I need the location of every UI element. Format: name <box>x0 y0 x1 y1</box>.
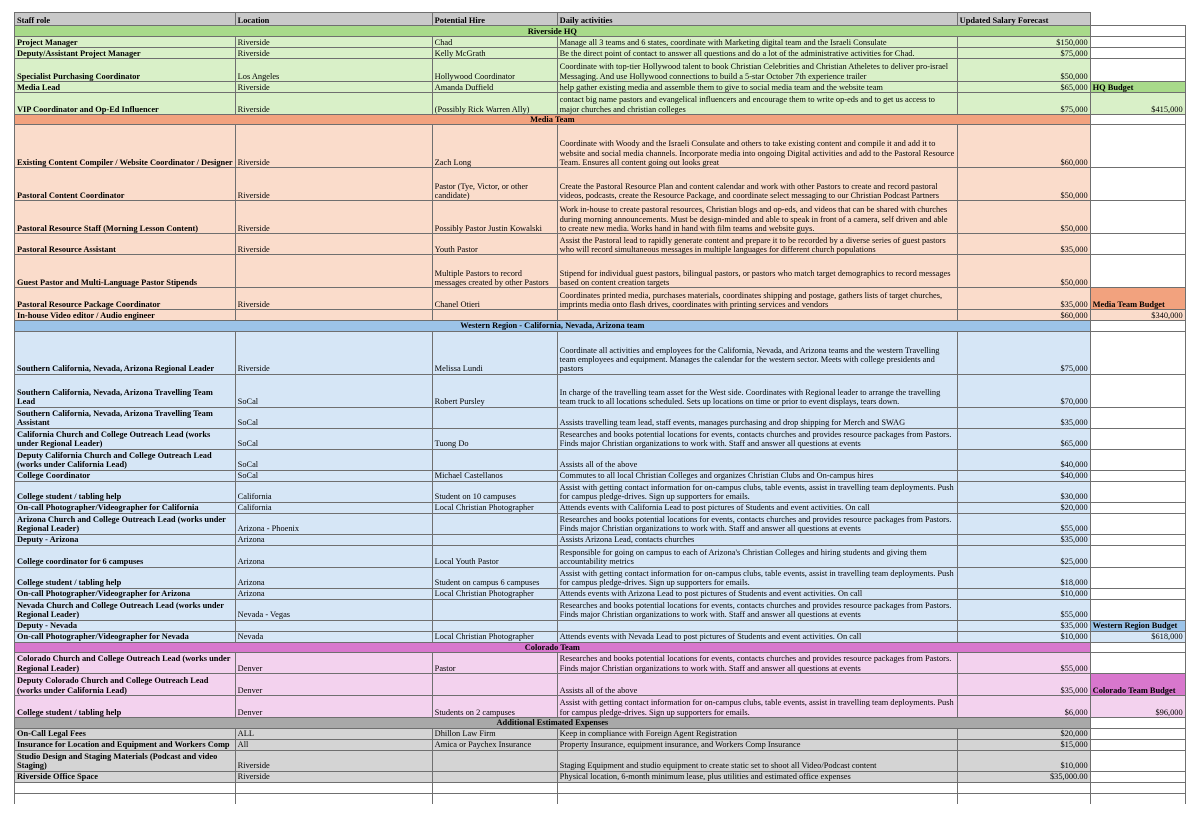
staff-role-cell[interactable]: California Church and College Outreach Lead (works under Regional Leader) <box>15 428 236 449</box>
budget-cell[interactable] <box>1090 653 1185 674</box>
salary-forecast-cell[interactable]: $60,000 <box>957 310 1090 321</box>
budget-cell[interactable] <box>1090 728 1185 739</box>
table-row <box>15 674 1186 696</box>
table-row <box>15 771 1186 782</box>
daily-activities-cell[interactable]: Assists all of the above <box>557 674 957 696</box>
potential-hire-cell[interactable]: Possibly Pastor Justin Kowalski <box>432 201 557 234</box>
potential-hire-cell[interactable] <box>432 513 557 534</box>
potential-hire-cell[interactable]: Student on campus 6 campuses <box>432 567 557 588</box>
potential-hire-cell[interactable]: Chad <box>432 37 557 48</box>
location-cell[interactable]: California <box>235 502 432 513</box>
table-row <box>15 310 1186 321</box>
daily-activities-cell[interactable]: contact big name pastors and evangelical influencers and encourage them to write op-eds and to get us access to major churches and christian colleges <box>557 93 957 115</box>
salary-forecast-cell[interactable]: $75,000 <box>957 93 1090 115</box>
table-row <box>15 631 1186 642</box>
location-cell[interactable]: All <box>235 739 432 750</box>
potential-hire-cell[interactable]: Local Christian Photographer <box>432 502 557 513</box>
header-row <box>15 13 1186 26</box>
location-cell[interactable]: Nevada - Vegas <box>235 599 432 620</box>
location-cell[interactable]: Riverside <box>235 48 432 59</box>
table-row <box>15 545 1186 567</box>
location-cell[interactable]: Riverside <box>235 331 432 374</box>
potential-hire-cell[interactable] <box>432 449 557 470</box>
potential-hire-cell[interactable]: Zach Long <box>432 125 557 168</box>
daily-activities-cell[interactable]: Work in-house to create pastoral resources, Christian blogs and op-eds, and videos that can be shared with churches during morning announcements. Must be design-minded and able to speak in front of a camera, self driven and able to create new media. Works hand in hand with film teams and website guys. <box>557 201 957 234</box>
salary-forecast-cell[interactable]: $65,000 <box>957 82 1090 93</box>
table-row <box>15 125 1186 168</box>
budget-total[interactable]: $618,000 <box>1090 631 1185 642</box>
daily-activities-cell[interactable]: Coordinates printed media, purchases materials, coordinates shipping and postage, gathers lists of target churches, imprints media onto flash drives, coordinates with printing services and vendors <box>557 288 957 310</box>
budget-cell[interactable] <box>1090 201 1185 234</box>
location-cell[interactable]: Denver <box>235 674 432 696</box>
table-row <box>15 502 1186 513</box>
salary-forecast-cell[interactable]: $55,000 <box>957 653 1090 674</box>
budget-cell[interactable] <box>1090 407 1185 428</box>
daily-activities-cell[interactable]: Commutes to all local Christian Colleges and organizes Christian Clubs and On-campus hires <box>557 470 957 481</box>
table-row <box>15 48 1186 59</box>
budget-label[interactable]: Media Team Budget <box>1090 288 1185 310</box>
table-row <box>15 428 1186 449</box>
section-title[interactable]: Additional Estimated Expenses <box>15 718 1091 728</box>
daily-activities-cell[interactable]: Coordinate all activities and employees for the California, Nevada, and Arizona teams and the western Travelling team employees and equipment. Manages the calendar for the western sector. Meets with college presidents and pastors <box>557 331 957 374</box>
potential-hire-cell[interactable] <box>432 407 557 428</box>
location-cell[interactable]: ALL <box>235 728 432 739</box>
table-row <box>15 750 1186 771</box>
salary-forecast-cell[interactable]: $35,000 <box>957 407 1090 428</box>
empty-cell[interactable] <box>957 793 1090 804</box>
section-header-row <box>15 642 1186 652</box>
potential-hire-cell[interactable]: Pastor <box>432 653 557 674</box>
location-cell[interactable]: Riverside <box>235 771 432 782</box>
budget-cell[interactable] <box>1090 513 1185 534</box>
table-row <box>15 288 1186 310</box>
budget-cell[interactable] <box>1090 750 1185 771</box>
budget-cell[interactable] <box>1090 771 1185 782</box>
table-row <box>15 59 1186 82</box>
salary-forecast-cell[interactable]: $50,000 <box>957 168 1090 201</box>
header-location[interactable]: Location <box>235 13 432 26</box>
location-cell[interactable] <box>235 620 432 631</box>
salary-forecast-cell[interactable]: $65,000 <box>957 428 1090 449</box>
salary-forecast-cell[interactable]: $70,000 <box>957 374 1090 407</box>
potential-hire-cell[interactable]: Local Christian Photographer <box>432 631 557 642</box>
empty-row <box>15 793 1186 804</box>
potential-hire-cell[interactable] <box>432 310 557 321</box>
table-row <box>15 374 1186 407</box>
header-salary-forecast[interactable]: Updated Salary Forecast <box>957 13 1090 26</box>
potential-hire-cell[interactable] <box>432 599 557 620</box>
potential-hire-cell[interactable]: Youth Pastor <box>432 234 557 255</box>
table-row <box>15 82 1186 93</box>
potential-hire-cell[interactable]: Amica or Paychex Insurance <box>432 739 557 750</box>
potential-hire-cell[interactable]: Multiple Pastors to record messages created by other Pastors <box>432 255 557 288</box>
table-row <box>15 331 1186 374</box>
salary-forecast-cell[interactable]: $40,000 <box>957 470 1090 481</box>
daily-activities-cell[interactable]: Researches and books potential locations for events, contacts churches and provides resource packages from Pastors. Finds major Christian organizations to work with. Staff and answer all questions at events <box>557 513 957 534</box>
location-cell[interactable]: Riverside <box>235 234 432 255</box>
daily-activities-cell[interactable]: Assists Arizona Lead, contacts churches <box>557 534 957 545</box>
staff-role-cell[interactable]: On-call Photographer/Videographer for California <box>15 502 236 513</box>
salary-forecast-cell[interactable]: $55,000 <box>957 599 1090 620</box>
potential-hire-cell[interactable]: Robert Pursley <box>432 374 557 407</box>
daily-activities-cell[interactable]: In charge of the travelling team asset for the West side. Coordinates with Regional leader to arrange the travelling team truck to all locations scheduled. Sets up locations on time or prior to event displays, tears down. <box>557 374 957 407</box>
table-row <box>15 728 1186 739</box>
potential-hire-cell[interactable]: Pastor (Tye, Victor, or other candidate) <box>432 168 557 201</box>
salary-forecast-cell[interactable]: $10,000 <box>957 750 1090 771</box>
potential-hire-cell[interactable]: Tuong Do <box>432 428 557 449</box>
salary-forecast-cell[interactable]: $18,000 <box>957 567 1090 588</box>
salary-forecast-cell[interactable]: $15,000 <box>957 739 1090 750</box>
daily-activities-cell[interactable]: Stipend for individual guest pastors, bilingual pastors, or pastors who match target demographics to record messages based on content creation targets <box>557 255 957 288</box>
staff-role-cell[interactable]: On-Call Legal Fees <box>15 728 236 739</box>
table-row <box>15 234 1186 255</box>
potential-hire-cell[interactable]: Students on 2 campuses <box>432 696 557 718</box>
header-potential-hire[interactable]: Potential Hire <box>432 13 557 26</box>
budget-cell[interactable] <box>1090 26 1185 37</box>
budget-cell[interactable] <box>1090 59 1185 82</box>
staff-role-cell[interactable]: College student / tabling help <box>15 481 236 502</box>
salary-forecast-cell[interactable]: $6,000 <box>957 696 1090 718</box>
potential-hire-cell[interactable]: Michael Castellanos <box>432 470 557 481</box>
table-row <box>15 481 1186 502</box>
location-cell[interactable]: Arizona <box>235 534 432 545</box>
daily-activities-cell[interactable]: Physical location, 6-month minimum lease, plus utilities and estimated office expenses <box>557 771 957 782</box>
potential-hire-cell[interactable]: Student on 10 campuses <box>432 481 557 502</box>
table-row <box>15 534 1186 545</box>
empty-cell[interactable] <box>557 793 957 804</box>
staff-role-cell[interactable]: Specialist Purchasing Coordinator <box>15 59 236 82</box>
section-header-row <box>15 115 1186 125</box>
staff-role-cell[interactable]: VIP Coordinator and Op-Ed Influencer <box>15 93 236 115</box>
location-cell[interactable]: Riverside <box>235 750 432 771</box>
potential-hire-cell[interactable] <box>432 771 557 782</box>
section-title[interactable]: Riverside HQ <box>15 26 1091 37</box>
location-cell[interactable]: Riverside <box>235 201 432 234</box>
daily-activities-cell[interactable]: help gather existing media and assemble them to give to social media team and the website team <box>557 82 957 93</box>
section-title[interactable]: Colorado Team <box>15 642 1091 652</box>
staff-role-cell[interactable]: Pastoral Resource Assistant <box>15 234 236 255</box>
daily-activities-cell[interactable]: Attends events with Arizona Lead to post pictures of Students and event activities. On call <box>557 588 957 599</box>
budget-label[interactable]: Western Region Budget <box>1090 620 1185 631</box>
budget-cell[interactable] <box>1090 255 1185 288</box>
budget-label[interactable]: HQ Budget <box>1090 82 1185 93</box>
staff-role-cell[interactable]: In-house Video editor / Audio engineer <box>15 310 236 321</box>
daily-activities-cell[interactable] <box>557 310 957 321</box>
salary-forecast-cell[interactable]: $50,000 <box>957 201 1090 234</box>
daily-activities-cell[interactable]: Assists travelling team lead, staff events, manages purchasing and drop shipping for Merch and SWAG <box>557 407 957 428</box>
header-budget-blank[interactable] <box>1090 13 1185 26</box>
salary-forecast-cell[interactable]: $30,000 <box>957 481 1090 502</box>
location-cell[interactable]: Riverside <box>235 288 432 310</box>
table-row <box>15 653 1186 674</box>
budget-cell[interactable] <box>1090 502 1185 513</box>
header-staff-role[interactable]: Staff role <box>15 13 236 26</box>
daily-activities-cell[interactable]: Coordinate with top-tier Hollywood talent to book Christian Celebrities and Christian Atheletes to deliver pro-israel Messaging. And use Hollywood connections to build a 5-star October 7th experience trailer <box>557 59 957 82</box>
budget-cell[interactable] <box>1090 48 1185 59</box>
salary-forecast-cell[interactable]: $50,000 <box>957 255 1090 288</box>
staff-role-cell[interactable]: On-call Photographer/Videographer for Nevada <box>15 631 236 642</box>
salary-forecast-cell[interactable]: $75,000 <box>957 331 1090 374</box>
table-row <box>15 513 1186 534</box>
table-row <box>15 93 1186 115</box>
salary-forecast-cell[interactable]: $20,000 <box>957 502 1090 513</box>
salary-forecast-cell[interactable]: $10,000 <box>957 631 1090 642</box>
daily-activities-cell[interactable]: Create the Pastoral Resource Plan and content calendar and work with other Pastors to create and record pastoral videos, podcasts, create the Resource Package, and coordinate select messaging to our Christian Podcast Partners <box>557 168 957 201</box>
location-cell[interactable]: SoCal <box>235 470 432 481</box>
daily-activities-cell[interactable]: Researches and books potential locations for events, contacts churches and provides resource packages from Pastors. Finds major Christian organizations to work with. Staff and answer all questions at events <box>557 599 957 620</box>
budget-total[interactable]: $415,000 <box>1090 93 1185 115</box>
location-cell[interactable]: Arizona <box>235 588 432 599</box>
table-row <box>15 599 1186 620</box>
table-row <box>15 588 1186 599</box>
empty-cell[interactable] <box>235 782 432 793</box>
salary-forecast-cell[interactable]: $25,000 <box>957 545 1090 567</box>
budget-cell[interactable] <box>1090 481 1185 502</box>
potential-hire-cell[interactable]: Local Youth Pastor <box>432 545 557 567</box>
budget-total[interactable]: $340,000 <box>1090 310 1185 321</box>
daily-activities-cell[interactable]: Assist with getting contact information for on-campus clubs, table events, assist in travelling team deployments. Push for campus pledge-drives. Sign up supporters for emails. <box>557 481 957 502</box>
salary-forecast-cell[interactable]: $35,000 <box>957 288 1090 310</box>
budget-cell[interactable] <box>1090 168 1185 201</box>
section-header-row <box>15 718 1186 728</box>
staff-role-cell[interactable]: Deputy California Church and College Outreach Lead (works under California Lead) <box>15 449 236 470</box>
staff-role-cell[interactable]: College student / tabling help <box>15 696 236 718</box>
salary-forecast-cell[interactable]: $50,000 <box>957 59 1090 82</box>
daily-activities-cell[interactable]: Researches and books potential locations for events, contacts churches and provides resource packages from Pastors. Finds major Christian organizations to work with. Staff and answer all questions at events <box>557 653 957 674</box>
table-row <box>15 567 1186 588</box>
potential-hire-cell[interactable]: Chanel Otieri <box>432 288 557 310</box>
staff-role-cell[interactable]: Southern California, Nevada, Arizona Regional Leader <box>15 331 236 374</box>
budget-cell[interactable] <box>1090 599 1185 620</box>
location-cell[interactable]: Riverside <box>235 125 432 168</box>
daily-activities-cell[interactable]: Assist the Pastoral lead to rapidly generate content and prepare it to be recorded by a diverse series of guest pastors who will record simultaneous messages in multiple languages for different church populations <box>557 234 957 255</box>
daily-activities-cell[interactable]: Attends events with Nevada Lead to post pictures of Students and event activities. On call <box>557 631 957 642</box>
table-row <box>15 168 1186 201</box>
location-cell[interactable]: Arizona <box>235 567 432 588</box>
budget-cell[interactable] <box>1090 428 1185 449</box>
empty-cell[interactable] <box>432 793 557 804</box>
staff-role-cell[interactable]: Project Manager <box>15 37 236 48</box>
location-cell[interactable]: SoCal <box>235 407 432 428</box>
location-cell[interactable]: Arizona <box>235 545 432 567</box>
table-row <box>15 739 1186 750</box>
location-cell[interactable]: SoCal <box>235 428 432 449</box>
header-daily-activities[interactable]: Daily activities <box>557 13 957 26</box>
table-row <box>15 37 1186 48</box>
staff-role-cell[interactable]: Deputy - Nevada <box>15 620 236 631</box>
daily-activities-cell[interactable]: Keep in compliance with Foreign Agent Registration <box>557 728 957 739</box>
budget-total[interactable]: $96,000 <box>1090 696 1185 718</box>
salary-forecast-cell[interactable]: $35,000 <box>957 674 1090 696</box>
table-row <box>15 407 1186 428</box>
empty-cell[interactable] <box>235 793 432 804</box>
budget-cell[interactable] <box>1090 125 1185 168</box>
location-cell[interactable]: California <box>235 481 432 502</box>
table-row <box>15 201 1186 234</box>
empty-cell[interactable] <box>557 782 957 793</box>
empty-row <box>15 782 1186 793</box>
potential-hire-cell[interactable] <box>432 620 557 631</box>
staff-role-cell[interactable]: Pastoral Resource Staff (Morning Lesson Content) <box>15 201 236 234</box>
salary-forecast-cell[interactable]: $40,000 <box>957 449 1090 470</box>
staff-role-cell[interactable]: Nevada Church and College Outreach Lead (works under Regional Leader) <box>15 599 236 620</box>
location-cell[interactable]: Nevada <box>235 631 432 642</box>
daily-activities-cell[interactable]: Assist with getting contact information for on-campus clubs, table events, assist in travelling team deployments. Push for campus pledge-drives. Sign up supporters for emails. <box>557 567 957 588</box>
budget-cell[interactable] <box>1090 115 1185 125</box>
staff-role-cell[interactable]: Insurance for Location and Equipment and Workers Comp <box>15 739 236 750</box>
salary-forecast-cell[interactable]: $20,000 <box>957 728 1090 739</box>
location-cell[interactable] <box>235 255 432 288</box>
budget-cell[interactable] <box>1090 37 1185 48</box>
budget-cell[interactable] <box>1090 321 1185 331</box>
budget-cell[interactable] <box>1090 739 1185 750</box>
location-cell[interactable]: Riverside <box>235 37 432 48</box>
empty-cell[interactable] <box>15 793 236 804</box>
section-header-row <box>15 26 1186 37</box>
empty-cell[interactable] <box>1090 793 1185 804</box>
potential-hire-cell[interactable]: Amanda Duffield <box>432 82 557 93</box>
salary-forecast-cell[interactable]: $35,000 <box>957 620 1090 631</box>
location-cell[interactable]: SoCal <box>235 449 432 470</box>
daily-activities-cell[interactable]: Staging Equipment and studio equipment to create static set to shoot all Video/Podcast content <box>557 750 957 771</box>
staff-role-cell[interactable]: Arizona Church and College Outreach Lead (works under Regional Leader) <box>15 513 236 534</box>
budget-cell[interactable] <box>1090 718 1185 728</box>
salary-forecast-cell[interactable]: $150,000 <box>957 37 1090 48</box>
location-cell[interactable]: SoCal <box>235 374 432 407</box>
salary-forecast-sheet <box>14 12 1186 804</box>
staff-role-cell[interactable]: Southern California, Nevada, Arizona Travelling Team Lead <box>15 374 236 407</box>
potential-hire-cell[interactable] <box>432 750 557 771</box>
location-cell[interactable]: Los Angeles <box>235 59 432 82</box>
salary-forecast-cell[interactable]: $35,000.00 <box>957 771 1090 782</box>
section-header-row <box>15 321 1186 331</box>
budget-cell[interactable] <box>1090 470 1185 481</box>
table-row <box>15 449 1186 470</box>
daily-activities-cell[interactable]: Researches and books potential locations for events, contacts churches and provides resource packages from Pastors. Finds major Christian organizations to work with. Staff and answer all questions at events <box>557 428 957 449</box>
staff-role-cell[interactable]: Southern California, Nevada, Arizona Travelling Team Assistant <box>15 407 236 428</box>
potential-hire-cell[interactable]: Hollywood Coordinator <box>432 59 557 82</box>
section-title[interactable]: Media Team <box>15 115 1091 125</box>
potential-hire-cell[interactable]: (Possibly Rick Warren Ally) <box>432 93 557 115</box>
daily-activities-cell[interactable]: Coordinate with Woody and the Israeli Consulate and others to take existing content and compile it and add it to website and social media channels. Incorporate media into ongoing Digital activities and add to the Pastoral Resource Team. Ensures all content going out looks great <box>557 125 957 168</box>
location-cell[interactable]: Riverside <box>235 168 432 201</box>
staff-role-cell[interactable]: Colorado Church and College Outreach Lead (works under Regional Leader) <box>15 653 236 674</box>
budget-cell[interactable] <box>1090 534 1185 545</box>
daily-activities-cell[interactable]: Be the direct point of contact to answer all questions and do a lot of the administrative activities for Chad. <box>557 48 957 59</box>
staff-role-cell[interactable]: Studio Design and Staging Materials (Podcast and video Staging) <box>15 750 236 771</box>
salary-forecast-cell[interactable]: $10,000 <box>957 588 1090 599</box>
staff-role-cell[interactable]: College student / tabling help <box>15 567 236 588</box>
daily-activities-cell[interactable]: Property Insurance, equipment insurance, and Workers Comp Insurance <box>557 739 957 750</box>
daily-activities-cell[interactable]: Assist with getting contact information for on-campus clubs, table events, assist in travelling team deployments. Push for campus pledge-drives. Sign up supporters for emails. <box>557 696 957 718</box>
table-row <box>15 470 1186 481</box>
salary-forecast-cell[interactable]: $35,000 <box>957 234 1090 255</box>
staff-role-cell[interactable]: Deputy - Arizona <box>15 534 236 545</box>
potential-hire-cell[interactable]: Melissa Lundi <box>432 331 557 374</box>
staff-role-cell[interactable]: Pastoral Content Coordinator <box>15 168 236 201</box>
empty-cell[interactable] <box>15 782 236 793</box>
location-cell[interactable]: Riverside <box>235 82 432 93</box>
location-cell[interactable]: Arizona - Phoenix <box>235 513 432 534</box>
empty-cell[interactable] <box>432 782 557 793</box>
staff-role-cell[interactable]: On-call Photographer/Videographer for Arizona <box>15 588 236 599</box>
staff-role-cell[interactable]: Existing Content Compiler / Website Coordinator / Designer <box>15 125 236 168</box>
potential-hire-cell[interactable] <box>432 534 557 545</box>
staff-role-cell[interactable]: Deputy Colorado Church and College Outreach Lead (works under California Lead) <box>15 674 236 696</box>
salary-forecast-cell[interactable]: $35,000 <box>957 534 1090 545</box>
daily-activities-cell[interactable]: Attends events with California Lead to post pictures of Students and event activities. On call <box>557 502 957 513</box>
staff-role-cell[interactable]: Pastoral Resource Package Coordinator <box>15 288 236 310</box>
potential-hire-cell[interactable]: Local Christian Photographer <box>432 588 557 599</box>
potential-hire-cell[interactable]: Dhillon Law Firm <box>432 728 557 739</box>
potential-hire-cell[interactable]: Kelly McGrath <box>432 48 557 59</box>
daily-activities-cell[interactable] <box>557 620 957 631</box>
staff-role-cell[interactable]: Deputy/Assistant Project Manager <box>15 48 236 59</box>
budget-cell[interactable] <box>1090 588 1185 599</box>
staff-role-cell[interactable]: College coordinator for 6 campuses <box>15 545 236 567</box>
budget-cell[interactable] <box>1090 449 1185 470</box>
location-cell[interactable]: Denver <box>235 653 432 674</box>
salary-forecast-cell[interactable]: $55,000 <box>957 513 1090 534</box>
staff-role-cell[interactable]: College Coordinator <box>15 470 236 481</box>
section-title[interactable]: Western Region - California, Nevada, Arizona team <box>15 321 1091 331</box>
location-cell[interactable]: Riverside <box>235 93 432 115</box>
budget-label[interactable]: Colorado Team Budget <box>1090 674 1185 696</box>
potential-hire-cell[interactable] <box>432 674 557 696</box>
staff-role-cell[interactable]: Riverside Office Space <box>15 771 236 782</box>
salary-forecast-cell[interactable]: $75,000 <box>957 48 1090 59</box>
staff-role-cell[interactable]: Guest Pastor and Multi-Language Pastor Stipends <box>15 255 236 288</box>
budget-cell[interactable] <box>1090 642 1185 652</box>
table-row <box>15 696 1186 718</box>
daily-activities-cell[interactable]: Responsible for going on campus to each of Arizona's Christian Colleges and hiring students and giving them accountability metrics <box>557 545 957 567</box>
sheet-body <box>15 13 1186 805</box>
staff-role-cell[interactable]: Media Lead <box>15 82 236 93</box>
budget-cell[interactable] <box>1090 234 1185 255</box>
empty-cell[interactable] <box>957 782 1090 793</box>
location-cell[interactable]: Denver <box>235 696 432 718</box>
budget-cell[interactable] <box>1090 567 1185 588</box>
location-cell[interactable] <box>235 310 432 321</box>
budget-cell[interactable] <box>1090 545 1185 567</box>
budget-cell[interactable] <box>1090 374 1185 407</box>
table-row <box>15 255 1186 288</box>
empty-cell[interactable] <box>1090 782 1185 793</box>
daily-activities-cell[interactable]: Assists all of the above <box>557 449 957 470</box>
salary-forecast-cell[interactable]: $60,000 <box>957 125 1090 168</box>
daily-activities-cell[interactable]: Manage all 3 teams and 6 states, coordinate with Marketing digital team and the Israeli Consulate <box>557 37 957 48</box>
budget-cell[interactable] <box>1090 331 1185 374</box>
table-row <box>15 620 1186 631</box>
